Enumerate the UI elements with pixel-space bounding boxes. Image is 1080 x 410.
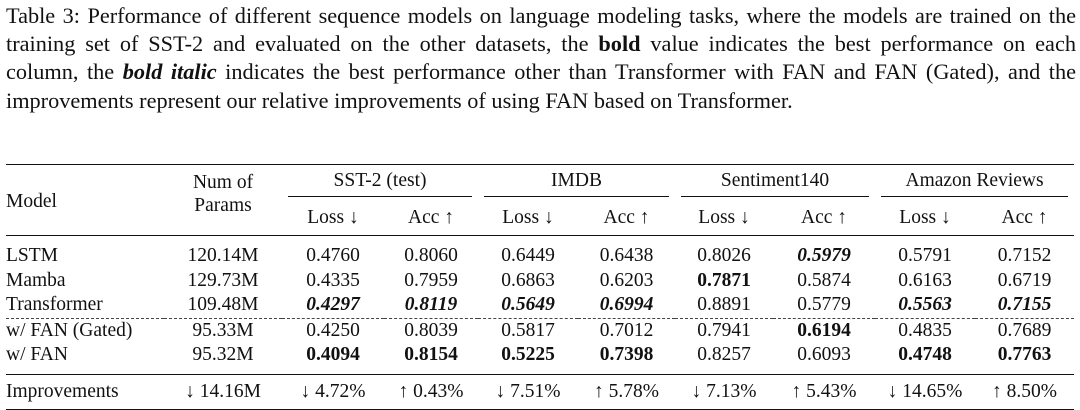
table-row (6, 269, 1074, 294)
table-cell: 0.8891 (697, 294, 751, 316)
row-params: 120.14M (164, 236, 282, 269)
table-cell: 0.6194 (773, 318, 875, 343)
row-params: 129.73M (187, 269, 259, 291)
header-acc: Acc ↑ (1001, 207, 1048, 228)
table-cell: 0.8257 (697, 344, 751, 366)
table-cell: 0.5791 (875, 236, 975, 269)
header-loss: Loss ↓ (502, 207, 554, 228)
header-acc: Acc ↑ (603, 207, 650, 228)
improvement-cell: ↑ 5.43% (773, 374, 875, 409)
table-cell: 0.7959 (404, 269, 458, 291)
table-row (6, 318, 1074, 343)
header-dataset-imdb-label: IMDB (484, 170, 669, 197)
table-cell: 0.6994 (599, 294, 654, 316)
improvement-cell: ↓ 4.72% (282, 374, 384, 409)
row-model-name: w/ FAN (Gated) (6, 318, 164, 343)
improvements-params: ↓ 14.16M (164, 374, 282, 409)
row-params: 95.32M (192, 344, 254, 366)
table-cell: 0.6719 (997, 269, 1052, 291)
header-dataset-sentiment140-label: Sentiment140 (681, 170, 869, 197)
table-cell: 0.4094 (306, 344, 360, 366)
header-model: Model (6, 165, 164, 236)
table-cell: 0.6203 (599, 269, 654, 291)
table-cell: 0.6863 (501, 269, 555, 291)
improvement-cell: ↑ 8.50% (975, 374, 1074, 409)
table-cell: 0.4748 (898, 344, 952, 366)
caption-bold-word: bold (598, 31, 641, 57)
table-cell: 0.4250 (282, 318, 384, 343)
table-cell: 0.4335 (306, 269, 360, 291)
header-row-datasets (6, 165, 1074, 202)
table-cell: 0.5779 (797, 294, 851, 316)
table-cell: 0.7155 (997, 294, 1052, 316)
table-cell: 0.6163 (898, 269, 952, 291)
table-cell: 0.8060 (384, 236, 478, 269)
improvement-cell: ↓ 7.13% (675, 374, 773, 409)
table-cell: 0.5563 (898, 294, 952, 316)
table-caption (6, 2, 1076, 115)
row-params: 95.33M (164, 318, 282, 343)
table-cell: 0.7398 (599, 344, 654, 366)
header-loss: Loss ↓ (307, 207, 359, 228)
header-dataset-imdb (478, 165, 675, 202)
table-cell: 0.7152 (975, 236, 1074, 269)
table-cell: 0.5649 (501, 294, 555, 316)
improvement-cell: ↑ 5.78% (578, 374, 675, 409)
improvement-cell: ↑ 0.43% (384, 374, 478, 409)
row-model-name: LSTM (6, 236, 164, 269)
table-row (6, 293, 1074, 318)
table-cell: 0.4297 (306, 294, 360, 316)
caption-text-1: Performance of different sequence models on language modeling tasks, where the models are trained on the training set of SST-2 and evaluated on the other datasets, the (6, 3, 1076, 57)
header-dataset-amazon-label: Amazon Reviews (881, 170, 1068, 197)
header-dataset-amazon (875, 165, 1074, 202)
table-cell: 0.5817 (478, 318, 578, 343)
table-cell: 0.8154 (404, 344, 458, 366)
table-cell: 0.4835 (875, 318, 975, 343)
header-acc: Acc ↑ (407, 207, 455, 228)
header-loss: Loss ↓ (899, 207, 951, 228)
table-cell: 0.7012 (578, 318, 675, 343)
header-params-line1: Num of (192, 172, 254, 193)
row-model-name: Transformer (6, 294, 103, 316)
caption-text-3: indicates the best performance other than Transformer with FAN and FAN (Gated), and the improvements represent our relative improvements of using FAN based on Transformer. (6, 59, 1076, 113)
header-dataset-sst2-label: SST-2 (test) (288, 170, 472, 197)
table-row (6, 343, 1074, 374)
table-cell: 0.6449 (478, 236, 578, 269)
header-dataset-sst2 (282, 165, 478, 202)
table-cell: 0.7941 (675, 318, 773, 343)
table-cell: 0.6438 (578, 236, 675, 269)
row-params: 109.48M (187, 294, 259, 316)
caption-text-2: value indicates the best performance on each column, the (6, 31, 1076, 85)
table-cell: 0.7689 (975, 318, 1074, 343)
table-cell: 0.4760 (282, 236, 384, 269)
table-cell: 0.8119 (404, 294, 458, 316)
table-body (6, 236, 1074, 375)
improvements-label: Improvements (6, 374, 164, 409)
improvements-row (6, 374, 1074, 409)
row-model-name: w/ FAN (6, 344, 68, 366)
header-params (164, 165, 282, 236)
table-cell: 0.8026 (675, 236, 773, 269)
table-cell: 0.6093 (797, 344, 851, 366)
row-model-name: Mamba (6, 269, 66, 291)
caption-bold-italic-word: bold italic (122, 59, 217, 85)
table-cell: 0.7871 (697, 269, 751, 291)
header-loss: Loss ↓ (698, 207, 750, 228)
improvement-cell: ↓ 7.51% (478, 374, 578, 409)
table-cell: 0.7763 (997, 344, 1052, 366)
results-table (6, 164, 1074, 410)
table-cell: 0.5225 (501, 344, 555, 366)
caption-label: Table 3: (6, 3, 80, 28)
header-dataset-sentiment140 (675, 165, 875, 202)
table-cell: 0.5874 (797, 269, 851, 291)
table-cell: 0.5979 (773, 236, 875, 269)
header-params-line2: Params (194, 195, 252, 216)
table-row (6, 236, 1074, 269)
header-acc: Acc ↑ (801, 207, 848, 228)
table-cell: 0.8039 (384, 318, 478, 343)
improvement-cell: ↓ 14.65% (875, 374, 975, 409)
